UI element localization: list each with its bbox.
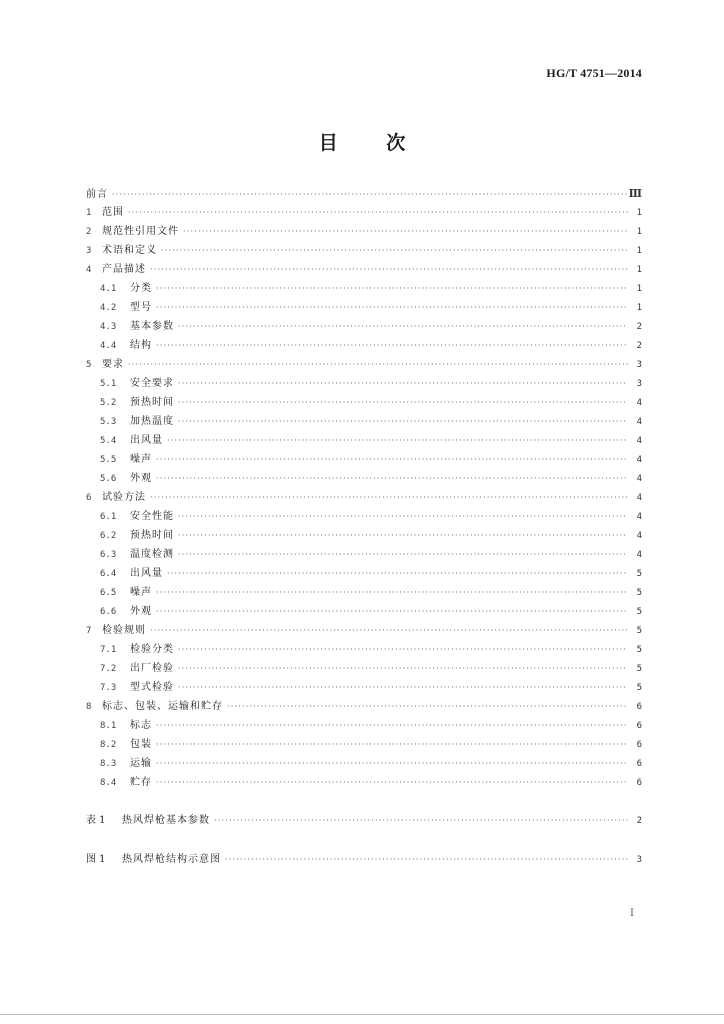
dot-leader bbox=[156, 735, 628, 754]
toc-entry[interactable] bbox=[86, 450, 642, 469]
toc-entry[interactable] bbox=[86, 716, 642, 735]
toc-entry-number: 表 1 bbox=[86, 815, 106, 826]
toc-entry-number: 6.2 bbox=[100, 531, 117, 541]
toc-entry[interactable] bbox=[86, 621, 642, 640]
toc-entry-page: 4 bbox=[636, 474, 642, 484]
toc-entry-label: 预热时间 bbox=[130, 530, 174, 541]
toc-entry[interactable] bbox=[86, 393, 642, 412]
dot-leader bbox=[178, 317, 628, 336]
toc-entry-number: 6.4 bbox=[100, 569, 117, 579]
dot-leader bbox=[178, 640, 628, 659]
toc-entry-label: 热风焊枪基本参数 bbox=[122, 815, 210, 826]
toc-entry[interactable] bbox=[86, 279, 642, 298]
toc-entry-page: 3 bbox=[636, 855, 642, 865]
dot-leader bbox=[161, 241, 628, 260]
toc-entry[interactable] bbox=[86, 222, 642, 241]
toc-entry-number: 8 bbox=[86, 702, 92, 712]
toc-entry[interactable] bbox=[86, 241, 642, 260]
toc-entry-number: 4.4 bbox=[100, 341, 117, 351]
toc-entry[interactable] bbox=[86, 431, 642, 450]
toc-entry-page: 4 bbox=[636, 531, 642, 541]
toc-entry-page: 6 bbox=[636, 740, 642, 750]
toc-entry-label: 要求 bbox=[102, 359, 124, 370]
list-of-figures bbox=[86, 850, 642, 869]
toc-entry[interactable] bbox=[86, 754, 642, 773]
toc-entry-number: 5.3 bbox=[100, 417, 117, 427]
dot-leader bbox=[156, 754, 628, 773]
toc-entry-label: 范围 bbox=[102, 207, 124, 218]
toc-entry[interactable] bbox=[86, 735, 642, 754]
toc-entry-number: 5.4 bbox=[100, 436, 117, 446]
toc-entry-page: 4 bbox=[636, 417, 642, 427]
toc-entry-page: 5 bbox=[636, 588, 642, 598]
toc-entry[interactable] bbox=[86, 526, 642, 545]
toc-entry-page: 1 bbox=[636, 284, 642, 294]
toc-entry-number: 6.6 bbox=[100, 607, 117, 617]
toc-entry-page: 5 bbox=[636, 607, 642, 617]
toc-entry-number: 4.1 bbox=[100, 284, 117, 294]
dot-leader bbox=[128, 203, 628, 222]
toc-entry-label: 检验分类 bbox=[130, 644, 174, 655]
toc-entry-label: 温度检测 bbox=[130, 549, 174, 560]
toc-entry[interactable] bbox=[86, 488, 642, 507]
toc-entry[interactable] bbox=[86, 203, 642, 222]
toc-entry-number: 1 bbox=[86, 208, 92, 218]
toc-entry-page: 1 bbox=[636, 246, 642, 256]
dot-leader bbox=[112, 185, 628, 204]
page-title: 目 次 bbox=[318, 132, 406, 154]
toc-entry-label: 噪声 bbox=[130, 587, 152, 598]
toc-entry-label: 出风量 bbox=[130, 435, 163, 446]
dot-leader bbox=[156, 583, 628, 602]
toc-entry-page: 1 bbox=[636, 303, 642, 313]
toc-entry-label: 标志、包装、运输和贮存 bbox=[102, 701, 223, 712]
toc-entry-number: 7.2 bbox=[100, 664, 117, 674]
scan-edge-line bbox=[0, 1014, 724, 1015]
dot-leader bbox=[156, 336, 628, 355]
toc-entry-number: 8.4 bbox=[100, 778, 117, 788]
toc-entry[interactable] bbox=[86, 412, 642, 431]
toc-entry-label: 分类 bbox=[130, 283, 152, 294]
toc-entry-number: 6 bbox=[86, 493, 92, 503]
toc-entry-page: 5 bbox=[636, 569, 642, 579]
toc-entry-number: 2 bbox=[86, 227, 92, 237]
toc-entry[interactable] bbox=[86, 773, 642, 792]
toc-entry-page: 1 bbox=[636, 208, 642, 218]
dot-leader bbox=[156, 450, 628, 469]
toc-entry-number: 7.3 bbox=[100, 683, 117, 693]
toc-entry-page: 4 bbox=[636, 493, 642, 503]
toc-entry-page: 6 bbox=[636, 702, 642, 712]
toc-entry-page: 4 bbox=[636, 398, 642, 408]
toc-entry-page: 4 bbox=[636, 550, 642, 560]
toc-entry[interactable] bbox=[86, 336, 642, 355]
dot-leader bbox=[156, 298, 628, 317]
toc-entry[interactable] bbox=[86, 811, 642, 830]
toc-entry-page: Ⅲ bbox=[628, 187, 642, 200]
toc-entry-label: 型式检验 bbox=[130, 682, 174, 693]
toc-entry-number: 8.3 bbox=[100, 759, 117, 769]
toc-entry-page: 5 bbox=[636, 664, 642, 674]
dot-leader bbox=[150, 488, 628, 507]
dot-leader bbox=[167, 564, 628, 583]
toc-entry-label: 外观 bbox=[130, 473, 152, 484]
toc-entry-label: 试验方法 bbox=[102, 492, 146, 503]
toc-entry-label: 安全要求 bbox=[130, 378, 174, 389]
dot-leader bbox=[156, 279, 628, 298]
toc-entry-label: 贮存 bbox=[130, 777, 152, 788]
toc-entry[interactable] bbox=[86, 640, 642, 659]
dot-leader bbox=[178, 526, 628, 545]
table-of-contents bbox=[86, 184, 642, 792]
toc-entry[interactable] bbox=[86, 507, 642, 526]
toc-entry[interactable] bbox=[86, 678, 642, 697]
toc-entry-page: 2 bbox=[636, 816, 642, 826]
toc-entry-label: 安全性能 bbox=[130, 511, 174, 522]
toc-entry[interactable] bbox=[86, 184, 642, 203]
toc-entry-label: 检验规则 bbox=[102, 625, 146, 636]
toc-entry[interactable] bbox=[86, 850, 642, 869]
dot-leader bbox=[178, 393, 628, 412]
dot-leader bbox=[178, 507, 628, 526]
toc-entry-page: 2 bbox=[636, 322, 642, 332]
toc-entry-number: 8.1 bbox=[100, 721, 117, 731]
toc-entry-page: 5 bbox=[636, 645, 642, 655]
toc-entry[interactable] bbox=[86, 317, 642, 336]
toc-entry-number: 5 bbox=[86, 360, 92, 370]
toc-entry-label: 前言 bbox=[86, 189, 108, 200]
dot-leader bbox=[214, 811, 628, 830]
dot-leader bbox=[178, 659, 628, 678]
toc-entry-page: 4 bbox=[636, 455, 642, 465]
dot-leader bbox=[178, 412, 628, 431]
dot-leader bbox=[150, 621, 628, 640]
toc-entry-label: 包装 bbox=[130, 739, 152, 750]
toc-entry-page: 3 bbox=[636, 379, 642, 389]
toc-entry-label: 标志 bbox=[130, 720, 152, 731]
toc-entry[interactable] bbox=[86, 260, 642, 279]
toc-entry[interactable] bbox=[86, 602, 642, 621]
dot-leader bbox=[150, 260, 628, 279]
toc-entry-label: 规范性引用文件 bbox=[102, 226, 179, 237]
toc-entry-number: 5.6 bbox=[100, 474, 117, 484]
toc-entry-page: 6 bbox=[636, 778, 642, 788]
dot-leader bbox=[183, 222, 628, 241]
dot-leader bbox=[167, 431, 628, 450]
toc-entry-number: 7 bbox=[86, 626, 92, 636]
dot-leader bbox=[178, 374, 628, 393]
dot-leader bbox=[156, 773, 628, 792]
toc-entry[interactable] bbox=[86, 298, 642, 317]
standard-code: HG/T 4751—2014 bbox=[546, 66, 642, 80]
toc-entry-label: 术语和定义 bbox=[102, 245, 157, 256]
toc-entry-number: 6.1 bbox=[100, 512, 117, 522]
toc-entry[interactable] bbox=[86, 659, 642, 678]
toc-entry-number: 5.5 bbox=[100, 455, 117, 465]
toc-entry-number: 7.1 bbox=[100, 645, 117, 655]
toc-entry[interactable] bbox=[86, 355, 642, 374]
toc-entry-page: 4 bbox=[636, 512, 642, 522]
toc-entry-number: 4.2 bbox=[100, 303, 117, 313]
toc-entry[interactable] bbox=[86, 583, 642, 602]
toc-entry-number: 6.5 bbox=[100, 588, 117, 598]
dot-leader bbox=[156, 469, 628, 488]
toc-entry-page: 2 bbox=[636, 341, 642, 351]
toc-entry-page: 1 bbox=[636, 265, 642, 275]
toc-entry-label: 结构 bbox=[130, 340, 152, 351]
toc-entry-page: 6 bbox=[636, 721, 642, 731]
list-of-tables bbox=[86, 811, 642, 830]
toc-entry-page: 1 bbox=[636, 227, 642, 237]
toc-entry-page: 6 bbox=[636, 759, 642, 769]
toc-entry-label: 出厂检验 bbox=[130, 663, 174, 674]
toc-entry-number: 5.2 bbox=[100, 398, 117, 408]
toc-entry[interactable] bbox=[86, 374, 642, 393]
toc-entry-number: 5.1 bbox=[100, 379, 117, 389]
toc-entry-label: 产品描述 bbox=[102, 264, 146, 275]
toc-entry-label: 预热时间 bbox=[130, 397, 174, 408]
toc-entry-number: 4.3 bbox=[100, 322, 117, 332]
toc-entry[interactable] bbox=[86, 545, 642, 564]
toc-entry-number: 8.2 bbox=[100, 740, 117, 750]
toc-entry-page: 4 bbox=[636, 436, 642, 446]
dot-leader bbox=[178, 678, 628, 697]
toc-entry[interactable] bbox=[86, 564, 642, 583]
toc-entry[interactable] bbox=[86, 697, 642, 716]
toc-entry-label: 加热温度 bbox=[130, 416, 174, 427]
toc-entry-number: 6.3 bbox=[100, 550, 117, 560]
toc-entry-page: 5 bbox=[636, 683, 642, 693]
toc-entry[interactable] bbox=[86, 469, 642, 488]
toc-entry-label: 运输 bbox=[130, 758, 152, 769]
toc-entry-page: 5 bbox=[636, 626, 642, 636]
dot-leader bbox=[178, 545, 628, 564]
toc-entry-label: 热风焊枪结构示意图 bbox=[122, 854, 221, 865]
toc-entry-label: 基本参数 bbox=[130, 321, 174, 332]
toc-entry-number: 图 1 bbox=[86, 854, 106, 865]
toc-entry-label: 出风量 bbox=[130, 568, 163, 579]
toc-entry-label: 噪声 bbox=[130, 454, 152, 465]
toc-entry-label: 外观 bbox=[130, 606, 152, 617]
page-number: I bbox=[630, 908, 634, 919]
toc-entry-number: 4 bbox=[86, 265, 92, 275]
toc-entry-page: 3 bbox=[636, 360, 642, 370]
dot-leader bbox=[156, 716, 628, 735]
dot-leader bbox=[156, 602, 628, 621]
toc-entry-number: 3 bbox=[86, 246, 92, 256]
dot-leader bbox=[128, 355, 628, 374]
dot-leader bbox=[227, 697, 628, 716]
dot-leader bbox=[225, 850, 628, 869]
toc-entry-label: 型号 bbox=[130, 302, 152, 313]
